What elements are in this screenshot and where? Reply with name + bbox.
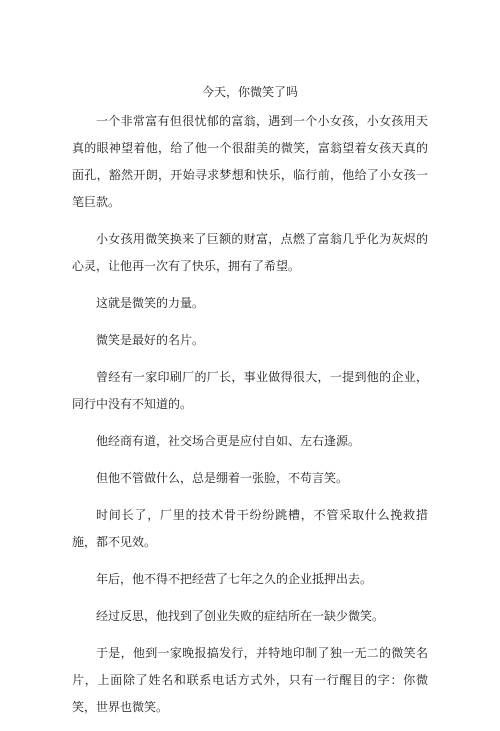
paragraph: 微笑是最好的名片。 [96,333,205,347]
document-body [72,108,428,731]
paragraph: 时间长了，厂里的技术骨干纷纷跳槽，不管采取什么挽救措施，都不见效。 [72,508,428,549]
paragraph: 他经商有道，社交场合更是应付自如、左右逢源。 [96,434,361,448]
paragraph: 这就是微笑的力量。 [96,296,205,310]
paragraph: 曾经有一家印刷厂的厂长，事业做得很大，一提到他的企业，同行中没有不知道的。 [72,370,428,411]
paragraph: 年后，他不得不把经营了七年之久的企业抵押出去。 [96,572,373,586]
paragraph: 于是，他到一家晚报搞发行，并特地印制了独一无二的微笑名片，上面除了姓名和联系电话方式外，只有一行醒目的字：你微笑，世界也微笑。 [72,646,428,714]
document-title: 今天，你微笑了吗 [201,85,298,99]
paragraph: 一个非常富有但很忧郁的富翁，遇到一个小女孩，小女孩用天真的眼神望着他，给了他一个很甜美的微笑，富翁望着女孩天真的面孔，豁然开朗，开始寻求梦想和快乐，临行前，他给了小女孩一笔巨款。 [72,114,428,209]
paragraph: 但他不管做什么，总是绷着一张脸，不苟言笑。 [96,471,349,485]
paragraph: 经过反思，他找到了创业失败的症结所在一缺少微笑。 [96,609,385,623]
paragraph: 小女孩用微笑换来了巨额的财富，点燃了富翁几乎化为灰烬的心灵，让他再一次有了快乐，拥有了希望。 [72,232,428,273]
